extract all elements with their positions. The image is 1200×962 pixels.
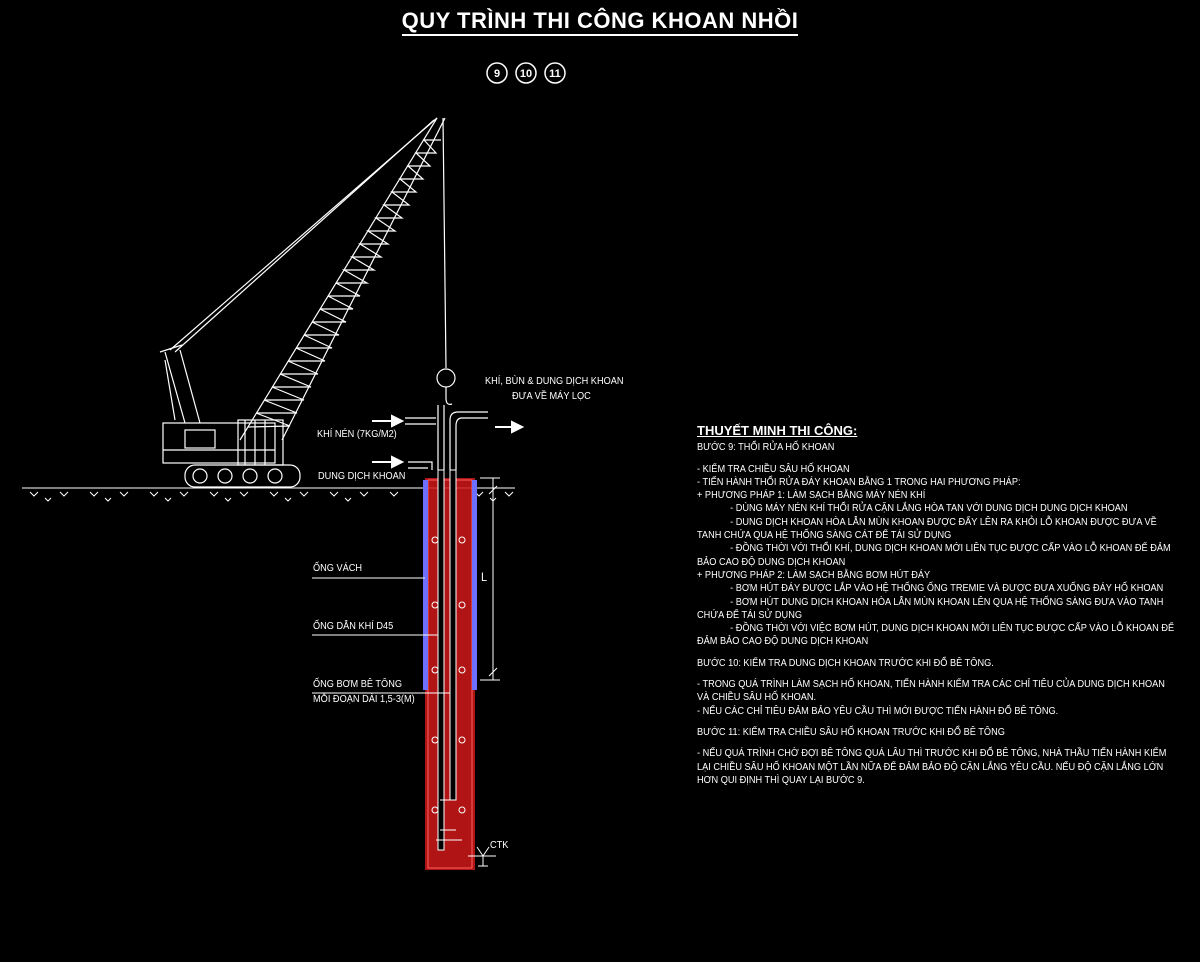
note-line: - BƠM HÚT DUNG DỊCH KHOAN HÒA LẪN MÙN KHOAN LÊN QUA HỆ THỐNG SÀNG ĐƯA VÀO TANH <box>730 596 1164 608</box>
label-drilling-fluid: DUNG DỊCH KHOAN <box>318 471 406 482</box>
crawler-crane <box>160 118 455 487</box>
note-line: - ĐỒNG THỜI VỚI VIỆC BƠM HÚT, DUNG DỊCH KHOAN MỚI LIÊN TỤC ĐƯỢC CẤP VÀO LỖ KHOAN ĐỂ <box>730 623 1175 635</box>
note-line: - TIẾN HÀNH THỔI RỬA ĐÁY KHOAN BẰNG 1 TRONG HAI PHƯƠNG PHÁP: <box>697 476 1021 488</box>
note-line: HƠN QUI ĐỊNH THÌ QUAY LẠI BƯỚC 9. <box>697 774 865 786</box>
label-concrete-pipe-length: MỖI ĐOẠN DÀI 1,5-3(M) <box>313 694 415 705</box>
step-label: 10 <box>519 68 533 80</box>
note-line: ĐẢM BẢO CAO ĐỘ DUNG DỊCH KHOAN <box>697 636 869 648</box>
note-line: BƯỚC 11: KIỂM TRA CHIỀU SÂU HỐ KHOAN TRƯỚC KHI ĐỔ BÊ TÔNG <box>697 726 1005 738</box>
note-line: BẢO CAO ĐỘ DUNG DỊCH KHOAN <box>697 556 846 568</box>
note-line: CHỨA ĐỂ TÁI SỬ DỤNG <box>697 609 803 621</box>
note-line: + PHƯƠNG PHÁP 1: LÀM SẠCH BẰNG MÁY NÉN KHÍ <box>697 490 926 502</box>
note-line: - NẾU CÁC CHỈ TIÊU ĐẢM BẢO YÊU CẦU THÌ MỚI ĐƯỢC TIẾN HÀNH ĐỔ BÊ TÔNG. <box>697 705 1059 717</box>
note-line: BƯỚC 9: THỔI RỬA HỐ KHOAN <box>697 442 835 454</box>
note-line: - DUNG DỊCH KHOAN HÒA LẪN MÙN KHOAN ĐƯỢC ĐẨY LÊN RA KHỎI LỖ KHOAN ĐƯỢC ĐƯA VỀ <box>730 516 1157 528</box>
pipe-fittings <box>405 405 488 470</box>
label-concrete-pipe: ỐNG BƠM BÊ TÔNG <box>313 679 402 690</box>
step-label: 9 <box>493 68 501 80</box>
label-dimension-L: L <box>481 570 488 584</box>
label-compressed-air: KHÍ NÉN (7KG/M2) <box>317 429 397 440</box>
note-line: LẠI CHIỀU SÂU HỐ KHOAN MỘT LẦN NỮA ĐỂ ĐẢM BẢO ĐỘ CẶN LẮNG YÊU CẦU. NẾU ĐỘ CẶN LẮNG LỚN <box>697 761 1164 773</box>
flow-arrows <box>372 416 522 467</box>
label-air-mud: KHÍ, BÙN & DUNG DỊCH KHOAN <box>485 376 624 387</box>
note-line: - NẾU QUÁ TRÌNH CHỜ ĐỢI BÊ TÔNG QUÁ LÂU THÌ TRƯỚC KHI ĐỔ BÊ TÔNG, NHÀ THẦU TIẾN HÀNH KIỂM <box>697 748 1167 760</box>
note-line: - DÙNG MÁY NÉN KHÍ THỔI RỬA CẶN LẮNG HÒA TAN VỚI DUNG DỊCH DUNG DỊCH KHOAN <box>730 503 1128 515</box>
note-line: VÀ CHIỀU SÂU HỐ KHOAN. <box>697 692 817 704</box>
note-line: TANH CHỨA QUA HỆ THỐNG SÀNG CÁT ĐỂ TÁI SỬ DỤNG <box>697 530 952 542</box>
notes-heading: THUYẾT MINH THI CÔNG: <box>697 423 858 438</box>
bored-pile <box>423 470 477 870</box>
notes-body <box>697 441 1197 787</box>
label-to-filter: ĐƯA VỀ MÁY LỌC <box>512 391 591 402</box>
label-air-pipe: ỐNG DẪN KHÍ D45 <box>313 621 394 632</box>
note-line: - BƠM HÚT ĐÁY ĐƯỢC LẮP VÀO HỆ THỐNG ỐNG TREMIE VÀ ĐƯỢC ĐƯA XUỐNG ĐÁY HỐ KHOAN <box>730 583 1164 595</box>
note-line: - KIỂM TRA CHIỀU SÂU HỐ KHOAN <box>697 463 850 475</box>
construction-notes <box>697 424 1197 787</box>
note-line: - ĐỒNG THỜI VỚI THỔI KHÍ, DUNG DỊCH KHOAN MỚI LIÊN TỤC ĐƯỢC CẤP VÀO LỖ KHOAN ĐỂ ĐẢM <box>730 543 1171 555</box>
label-casing: ỐNG VÁCH <box>313 563 363 574</box>
label-ctk: CTK <box>490 840 509 851</box>
note-line: + PHƯƠNG PHÁP 2: LÀM SẠCH BẰNG BƠM HÚT ĐÁY <box>697 569 931 581</box>
note-line: BƯỚC 10: KIỂM TRA DUNG DỊCH KHOAN TRƯỚC KHI ĐỔ BÊ TÔNG. <box>697 657 994 669</box>
note-line: - TRONG QUÁ TRÌNH LÀM SẠCH HỐ KHOAN, TIẾN HÀNH KIỂM TRA CÁC CHỈ TIÊU CỦA DUNG DỊCH KHOAN <box>697 679 1165 691</box>
step-label: 11 <box>549 68 561 80</box>
drawing-title: QUY TRÌNH THI CÔNG KHOAN NHỒI <box>0 8 1200 34</box>
